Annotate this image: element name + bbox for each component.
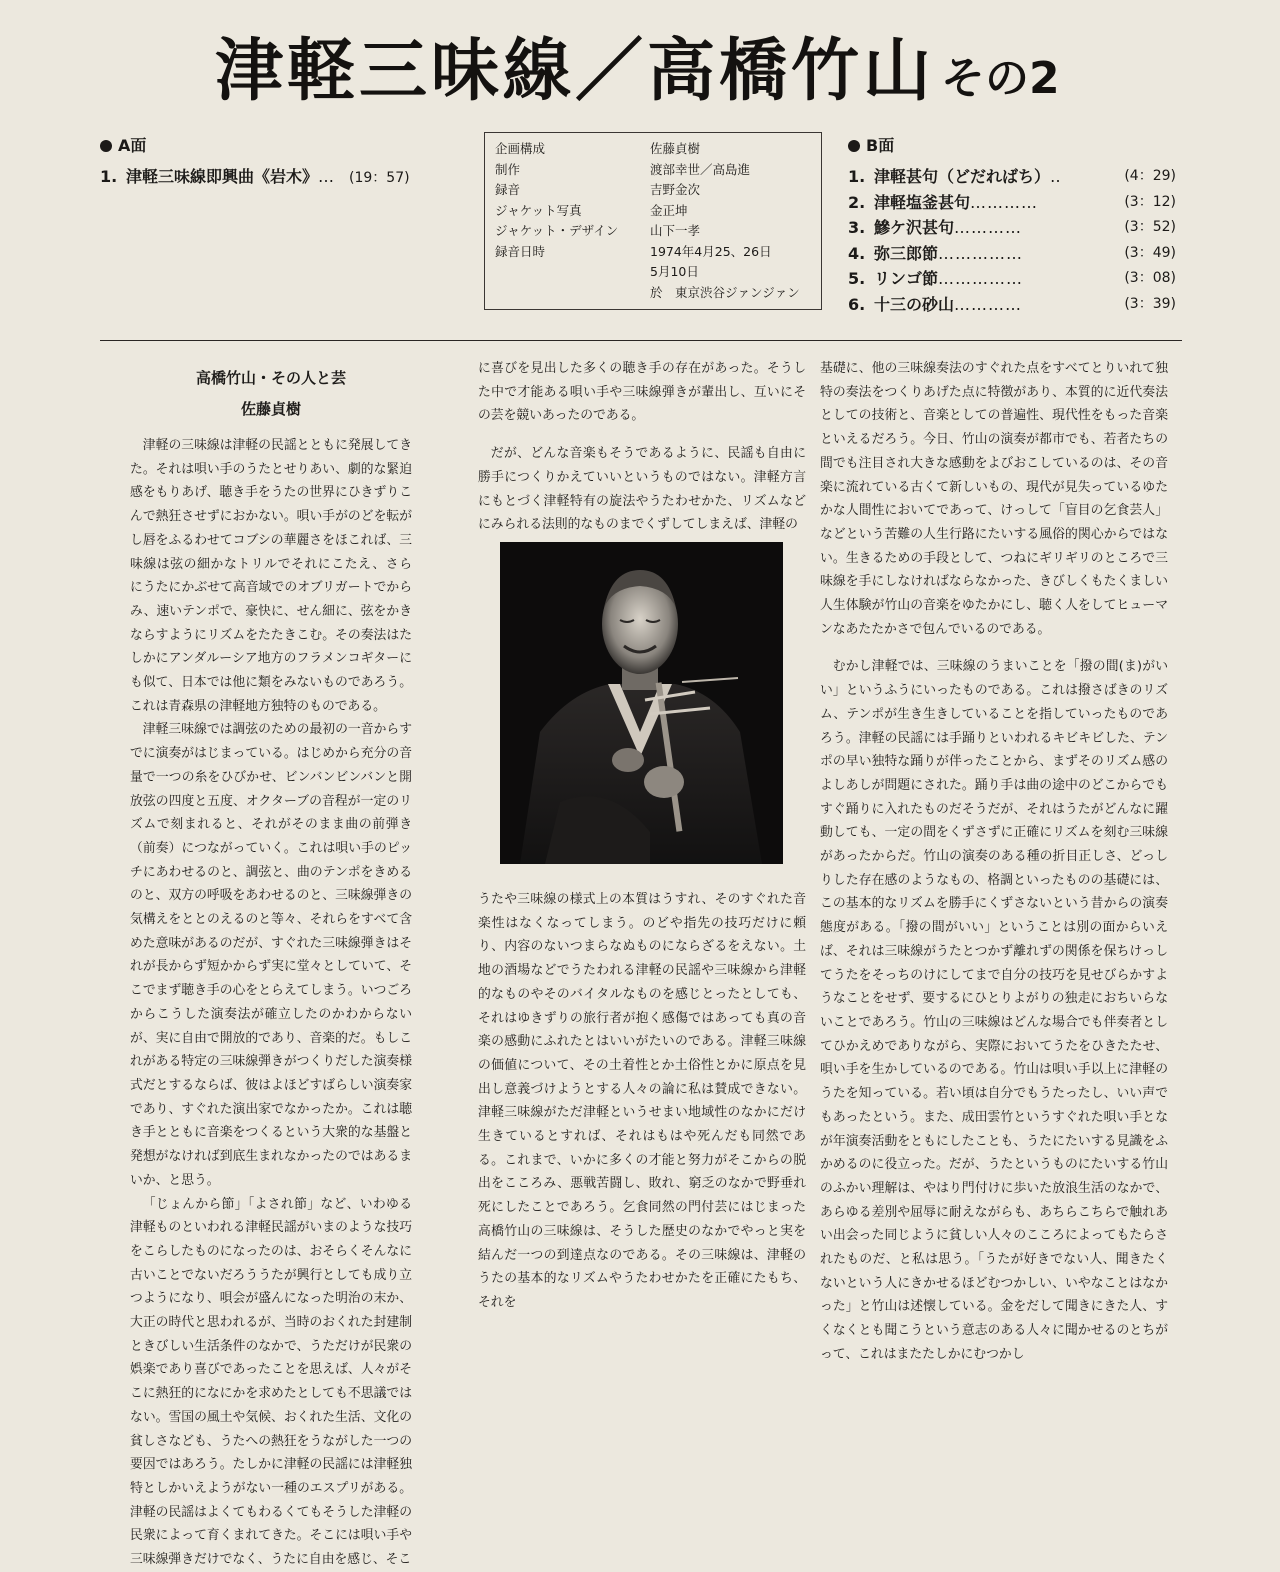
track-item <box>848 164 1176 190</box>
track-duration: (3：39) <box>1124 295 1176 312</box>
essay-column-1 <box>130 434 412 1572</box>
credit-name: 於 東京渋谷ジァンジァン <box>650 284 800 300</box>
shamisen-player-photo <box>500 542 783 864</box>
track-leader: ………… <box>954 218 1023 237</box>
credit-name: 吉野金次 <box>650 182 701 197</box>
credit-role: ジャケット・デザイン <box>495 223 619 238</box>
track-title: 弥三郎節 <box>874 243 939 263</box>
credit-name: 5月10日 <box>650 264 699 279</box>
track-title: リンゴ節 <box>874 269 939 288</box>
credit-row <box>495 242 800 263</box>
side-a-tracklist <box>100 133 440 190</box>
credit-role: 録音 <box>495 182 521 197</box>
essay-column-2-top <box>478 357 806 537</box>
credit-role: 企画構成 <box>495 141 546 156</box>
credit-row <box>495 262 800 283</box>
track-item <box>848 292 1176 318</box>
track-leader: ………… <box>954 294 1023 314</box>
credits-box <box>484 132 822 310</box>
track-item <box>848 266 1176 292</box>
track-leader: …………… <box>938 269 1024 288</box>
track-duration: (3：08) <box>1124 270 1176 286</box>
credit-name: 渡部幸世／高島進 <box>650 161 751 177</box>
essay-paragraph: に喜びを見出した多くの聴き手の存在があった。そうした中で才能ある唄い手や三味線弾きが輩出し、互いにその芸を競いあったのである。 <box>478 361 806 424</box>
track-number: 3. <box>848 218 866 237</box>
photo-illustration <box>500 542 783 864</box>
credit-role: ジャケット写真 <box>495 202 582 218</box>
side-b-heading: B面 <box>848 133 1176 156</box>
track-duration: (4：29) <box>1124 168 1176 184</box>
track-title: 津軽三味線即興曲《岩木》 <box>126 167 319 186</box>
credit-row <box>495 160 800 181</box>
track-item <box>848 241 1176 267</box>
essay-paragraph: 「じょんから節」「よされ節」など、いわゆる津軽ものといわれる津軽民謡がいまのような技巧をこらしたものになったのは、おそらくそんなに古いことでないだろううたが興行としても成り立つようになり、唄会が盛んになった明治の末か、大正の時代と思われるが、当時のおくれた封建制ときびしい生活条件のなかで、うただけが民衆の娯楽であり喜びであったことを思えば、人々がそこに熱狂的になにかを求めたとしても不思議ではない。雪国の風土や気候、おくれた生活、文化の貧しさなども、うたへの熱狂をうながした一つの要因ではあろう。たしかに津軽の民謡には津軽独特としかいえようがない一種のエスプリがある。津軽の民謡はよくてもわるくてもそうした津軽の民衆によって育くまれてきた。そこには唄い手や三味線弾きだけでなく、うたに自由を感じ、そこ <box>130 1196 412 1568</box>
track-number: 1. <box>848 167 866 186</box>
track-leader: … <box>318 167 336 186</box>
credit-name: 佐藤貞樹 <box>650 141 701 156</box>
essay-paragraph: 津軽三味線では調弦のための最初の一音からすでに演奏がはじまっている。はじめから充分の音量で一つの糸をひびかせ、ビンバンビンバンと開放弦の四度と五度、オクターブの音程が一定のリズムで刻まれると、それがそのまま曲の前弾き（前奏）につながっていく。これは唄い手のピッチにあわせるのと、調弦と、曲のテンポをきめるのと、双方の呼吸をあわせるのと、三味線弾きの気構えをととのえるのと等々、それらをすべて含めた意味があるのだが、すぐれた三味線弾きはそれが長からず短かからず実に堂々としていて、そこでまず聴き手の心をとらえてしまう。いつごろからこうした演奏法が確立したのかわからないが、実に自由で開放的であり、音楽的だ。もしこれがある特定の三味線弾きがつくりだした演奏様式だとするならば、彼はよほどすばらしい演奏家であり、すぐれた演出家でなかったか。これは聴き手とともに音楽をつくるという大衆的な基盤と発想がなければ到底生まれなかったのではあるまいか、と思う。 <box>130 722 412 1188</box>
credit-name: 金正坤 <box>650 202 688 218</box>
credit-row <box>495 180 800 201</box>
essay-paragraph: 基礎に、他の三味線奏法のすぐれた点をすべてとりいれて独特の奏法をつくりあげた点に特徴があり、本質的に近代奏法としての技術と、音楽としての普遍性、現代性をもった音楽といえるだろう。今日、竹山の演奏が都市でも、若者たちの間でも注目され大きな感動をよびおこしているのは、その音楽に流れている古くて新しいもの、現代が見失っているゆたかな人間性においてであって、けっして「盲目の乞食芸人」などという苦難の人生行路にたいする風俗的関心からではない。生きるための手段として、つねにギリギリのところで三味線を手にしなければならなかった、きびしくもたくましい人生体験が竹山の音楽をゆたかにし、聴く人をしてヒューマンなあたたかさで包んでいるのである。 <box>820 361 1168 637</box>
track-leader: …………… <box>938 243 1024 263</box>
section-divider <box>100 340 1182 341</box>
credits-table <box>495 139 800 303</box>
credit-role <box>495 283 650 304</box>
track-duration: (19：57) <box>349 170 410 186</box>
essay-paragraph: だが、どんな音楽もそうであるように、民謡も自由に勝手につくりかえていいというものではない。津軽方言にもとづく津軽特有の旋法やうたわせかた、リズムなどにみられる法則的なものまでくずしてしまえば、津軽の <box>478 446 806 533</box>
essay-paragraph: うたや三味線の様式上の本質はうすれ、そのすぐれた音楽性はなくなってしまう。のどや指先の技巧だけに頼り、内容のないつまらなぬものにならざるをえない。土地の酒場などでうたわれる津軽の民謡や三味線から津軽的なものやそのバイタルなものを感じとったとしても、それはゆきずりの旅行者が抱く感傷ではあっても真の音楽の感動にふれたとはいいがたいのである。津軽三味線の価値について、その土着性とか土俗性とかに原点を見出し意義づけようとする人々の論に私は賛成できない。津軽三味線がただ津軽というせまい地域性のなかにだけ生きているとすれば、それはもはや死んだも同然である。これまで、いかに多くの才能と努力がそこからの脱出をこころみ、悪戦苦闘し、敗れ、窮乏のなかで野垂れ死にしたことであろう。乞食同然の門付芸にはじまった高橋竹山の三味線は、そうした歴史のなかでやっと実を結んだ一つの到達点なのである。その三味線は、津軽のうたの基本的なリズムやうたわせかたを正確にたもち、それを <box>478 892 806 1310</box>
album-title <box>215 32 1115 112</box>
track-number: 5. <box>848 269 866 288</box>
track-item <box>100 164 440 190</box>
track-duration: (3：12) <box>1124 193 1176 210</box>
track-number: 4. <box>848 243 866 263</box>
credit-role: 制作 <box>495 161 521 177</box>
track-leader: ………… <box>970 192 1039 212</box>
album-title-sub: その2 <box>941 53 1060 104</box>
credit-name: 山下一孝 <box>650 223 701 238</box>
track-number: 2. <box>848 192 866 212</box>
essay-title: 高橋竹山・その人と芸 <box>195 369 346 387</box>
track-duration: (3：52) <box>1124 219 1176 235</box>
track-item <box>848 190 1176 216</box>
essay-column-2-bottom <box>478 888 806 1315</box>
essay-author: 佐藤貞樹 <box>240 400 301 418</box>
track-title: 津軽塩釜甚句 <box>874 192 971 212</box>
essay-paragraph: 津軽の三味線は津軽の民謡とともに発展してきた。それは唄い手のうたとせりあい、劇的な緊迫感をもりあげ、聴き手をうたの世界にひきずりこんで熱狂させずにおかない。唄い手がのどを転がし唇をふるわせてコブシの華麗さをほこれば、三味線は弦の細かなトリルでそれにこたえ、さらにうたにかぶせて高音域でのオブリガートでからみ、速いテンポで、豪快に、せん細に、弦をかきならすようにリズムをたたきこむ。その奏法はたしかにアンダルーシア地方のフラメンコギターにも似て、日本では他に類をみないものであろう。これは青森県の津軽地方独特のものである。 <box>130 438 412 714</box>
credit-row <box>495 201 800 222</box>
track-leader: ‥ <box>1050 167 1062 186</box>
credit-row <box>495 139 800 160</box>
credit-role: 録音日時 <box>495 243 546 259</box>
credit-name: 1974年4月25、26日 <box>650 243 772 259</box>
side-a-heading: A面 <box>100 133 440 156</box>
credit-row <box>495 221 800 242</box>
bullet-icon <box>848 140 860 152</box>
credit-role <box>495 262 650 283</box>
bullet-icon <box>100 140 112 152</box>
track-title: 津軽甚句（どだればち） <box>874 167 1051 186</box>
track-duration: (3：49) <box>1124 244 1176 261</box>
track-number: 1. <box>100 167 118 186</box>
essay-column-3 <box>820 357 1168 1367</box>
track-title: 鰺ケ沢甚句 <box>874 218 955 237</box>
side-b-tracklist <box>848 133 1176 317</box>
essay-paragraph: むかし津軽では、三味線のうまいことを「撥の間(ま)がいい」というふうにいったものである。これは撥さばきのリズム、テンポが生き生きしていることを指していったものであろう。津軽の民謡には手踊りといわれるキビキビした、テンポの早い独特な踊りが伴ったことから、まずそのリズム感のよしあしが問題にされた。踊り手は曲の途中のどこからでもすぐ踊りに入れたものだそうだが、それはうたがどんなに躍動しても、一定の間をくずさずに正確にリズムを刻む三味線があったからだ。竹山の演奏のある種の折目正しさ、どっしりした存在感のようなもの、格調といったものの基礎には、この基本的なリズムを勝手にくずさないという昔からの演奏態度がある。「撥の間がいい」ということは別の面からいえば、それは三味線がうたとつかず離れずの関係を保ちけっしてうたをそっちのけにしてまで自分の技巧を見せびらかすようなことをせず、要するにひとりよがりの独走におちいらないことであろう。竹山の三味線はどんな場合でも伴奏者としてひかえめでありながら、実際においてうたをひきたたせ、唄い手を生かしているのである。竹山は唄い手以上に津軽のうたを知っている。若い頃は自分でもうたったし、いい声でもあったという。また、成田雲竹というすぐれた唄い手となが年演奏活動をともにしたことも、うたにたいする見識をふかめるのに役立った。だが、うたというものにたいする竹山のふかい理解は、やはり門付けに歩いた放浪生活のなかで、あらゆる差別や屈辱に耐えながらも、あちらこちらで触れあい出会った同じように貧しい人々のこころによってもたらされたものだ、と私は思う。「うたが好きでない人、聞きたくないという人にきかせるほどむつかしい、いやなことはなかった」と竹山は述懐している。金をだして聞きにきた人、すくなくとも聞こうという意志のある人々に聞かせるのとちがって、これはまたたしかにむつかし <box>820 659 1168 1362</box>
album-title-main: 津軽三味線／高橋竹山 <box>215 32 936 111</box>
track-item <box>848 215 1176 241</box>
track-number: 6. <box>848 294 866 314</box>
track-title: 十三の砂山 <box>874 294 955 314</box>
credit-row <box>495 283 800 304</box>
